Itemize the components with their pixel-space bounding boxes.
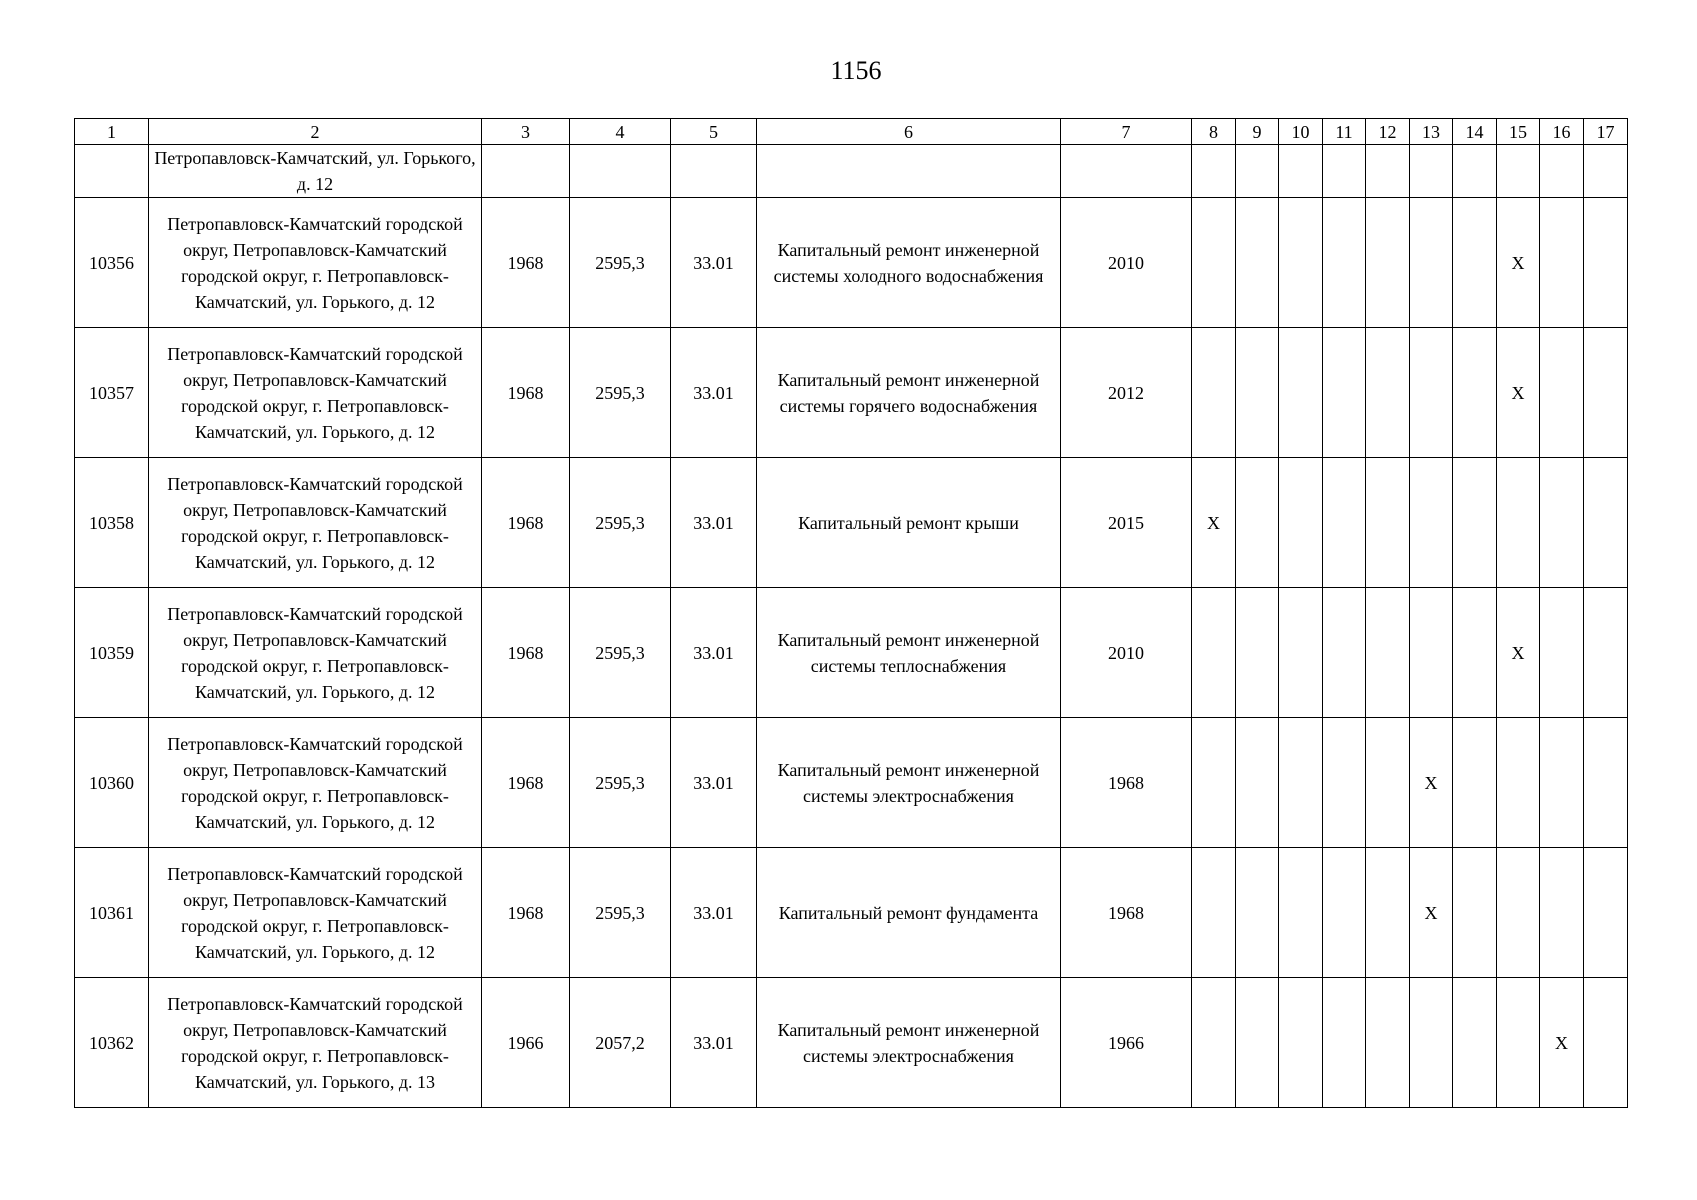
cell-mark bbox=[1540, 145, 1584, 198]
column-header-10: 10 bbox=[1279, 119, 1323, 145]
cell-empty bbox=[482, 145, 570, 198]
cell-mark bbox=[1236, 848, 1279, 978]
cell-year: 1966 bbox=[482, 978, 570, 1108]
cell-mark bbox=[1323, 198, 1366, 328]
cell-empty bbox=[757, 145, 1061, 198]
cell-mark bbox=[1540, 588, 1584, 718]
cell-mark: X bbox=[1192, 458, 1236, 588]
cell-mark bbox=[1584, 588, 1628, 718]
cell-area: 2595,3 bbox=[570, 198, 671, 328]
cell-mark bbox=[1410, 588, 1453, 718]
cell-code: 33.01 bbox=[671, 458, 757, 588]
cell-mark bbox=[1323, 458, 1366, 588]
cell-mark bbox=[1279, 198, 1323, 328]
cell-area: 2057,2 bbox=[570, 978, 671, 1108]
table-row bbox=[75, 848, 1628, 978]
cell-id: 10357 bbox=[75, 328, 149, 458]
cell-work: Капитальный ремонт фундамента bbox=[757, 848, 1061, 978]
table-row bbox=[75, 718, 1628, 848]
cell-year: 1968 bbox=[482, 328, 570, 458]
cell-id: 10362 bbox=[75, 978, 149, 1108]
cell-year: 1968 bbox=[482, 588, 570, 718]
cell-mark bbox=[1584, 328, 1628, 458]
cell-mark bbox=[1323, 848, 1366, 978]
cell-mark bbox=[1323, 328, 1366, 458]
cell-mark bbox=[1279, 978, 1323, 1108]
cell-mark bbox=[1497, 145, 1540, 198]
cell-mark bbox=[1453, 458, 1497, 588]
cell-mark bbox=[1453, 848, 1497, 978]
cell-area: 2595,3 bbox=[570, 328, 671, 458]
cell-mark bbox=[1453, 588, 1497, 718]
cell-mark bbox=[1366, 458, 1410, 588]
cell-address: Петропавловск-Камчатский городской округ, Петропавловск-Камчатский городской округ, г. Петропавловск-Камчатский, ул. Горького, д. 12 bbox=[149, 328, 482, 458]
cell-year: 1968 bbox=[482, 198, 570, 328]
cell-mark bbox=[1236, 198, 1279, 328]
cell-work: Капитальный ремонт инженерной системы электроснабжения bbox=[757, 978, 1061, 1108]
cell-address: Петропавловск-Камчатский, ул. Горького, д. 12 bbox=[149, 145, 482, 198]
cell-mark bbox=[1279, 848, 1323, 978]
cell-mark bbox=[1192, 145, 1236, 198]
cell-mark bbox=[1236, 978, 1279, 1108]
cell-empty bbox=[1061, 145, 1192, 198]
cell-mark bbox=[1236, 588, 1279, 718]
cell-mark bbox=[1453, 328, 1497, 458]
cell-mark bbox=[1584, 198, 1628, 328]
column-header-3: 3 bbox=[482, 119, 570, 145]
cell-mark bbox=[1584, 145, 1628, 198]
cell-id: 10360 bbox=[75, 718, 149, 848]
cell-mark bbox=[1584, 848, 1628, 978]
cell-area: 2595,3 bbox=[570, 458, 671, 588]
cell-mark bbox=[1540, 198, 1584, 328]
cell-mark bbox=[1279, 718, 1323, 848]
cell-last-year: 2010 bbox=[1061, 588, 1192, 718]
column-header-15: 15 bbox=[1497, 119, 1540, 145]
cell-mark bbox=[1584, 978, 1628, 1108]
cell-address: Петропавловск-Камчатский городской округ, Петропавловск-Камчатский городской округ, г. Петропавловск-Камчатский, ул. Горького, д. 12 bbox=[149, 458, 482, 588]
cell-id: 10359 bbox=[75, 588, 149, 718]
cell-mark: X bbox=[1540, 978, 1584, 1108]
cell-area: 2595,3 bbox=[570, 588, 671, 718]
column-header-4: 4 bbox=[570, 119, 671, 145]
cell-area: 2595,3 bbox=[570, 718, 671, 848]
cell-mark bbox=[1236, 328, 1279, 458]
cell-mark bbox=[1410, 145, 1453, 198]
column-header-5: 5 bbox=[671, 119, 757, 145]
cell-last-year: 2015 bbox=[1061, 458, 1192, 588]
cell-mark bbox=[1584, 718, 1628, 848]
cell-mark bbox=[1323, 588, 1366, 718]
cell-id bbox=[75, 145, 149, 198]
cell-mark bbox=[1279, 328, 1323, 458]
cell-mark: X bbox=[1410, 848, 1453, 978]
cell-mark bbox=[1192, 848, 1236, 978]
cell-last-year: 1968 bbox=[1061, 718, 1192, 848]
cell-mark bbox=[1540, 328, 1584, 458]
cell-address: Петропавловск-Камчатский городской округ, Петропавловск-Камчатский городской округ, г. Петропавловск-Камчатский, ул. Горького, д. 12 bbox=[149, 848, 482, 978]
cell-empty bbox=[671, 145, 757, 198]
table-row bbox=[75, 978, 1628, 1108]
cell-address: Петропавловск-Камчатский городской округ, Петропавловск-Камчатский городской округ, г. Петропавловск-Камчатский, ул. Горького, д. 12 bbox=[149, 588, 482, 718]
table-row bbox=[75, 328, 1628, 458]
cell-mark bbox=[1236, 458, 1279, 588]
cell-mark bbox=[1366, 978, 1410, 1108]
cell-mark bbox=[1410, 458, 1453, 588]
cell-mark bbox=[1410, 198, 1453, 328]
cell-mark bbox=[1366, 198, 1410, 328]
cell-address: Петропавловск-Камчатский городской округ, Петропавловск-Камчатский городской округ, г. Петропавловск-Камчатский, ул. Горького, д. 12 bbox=[149, 718, 482, 848]
cell-mark bbox=[1410, 978, 1453, 1108]
cell-code: 33.01 bbox=[671, 588, 757, 718]
cell-mark bbox=[1540, 458, 1584, 588]
cell-work: Капитальный ремонт инженерной системы электроснабжения bbox=[757, 718, 1061, 848]
column-header-17: 17 bbox=[1584, 119, 1628, 145]
cell-area: 2595,3 bbox=[570, 848, 671, 978]
column-header-16: 16 bbox=[1540, 119, 1584, 145]
cell-mark bbox=[1540, 718, 1584, 848]
column-header-12: 12 bbox=[1366, 119, 1410, 145]
cell-mark: X bbox=[1497, 198, 1540, 328]
cell-mark bbox=[1453, 978, 1497, 1108]
cell-code: 33.01 bbox=[671, 328, 757, 458]
cell-mark bbox=[1497, 848, 1540, 978]
cell-mark bbox=[1279, 458, 1323, 588]
column-header-8: 8 bbox=[1192, 119, 1236, 145]
cell-mark bbox=[1192, 198, 1236, 328]
cell-work: Капитальный ремонт инженерной системы теплоснабжения bbox=[757, 588, 1061, 718]
cell-mark bbox=[1323, 145, 1366, 198]
cell-address: Петропавловск-Камчатский городской округ, Петропавловск-Камчатский городской округ, г. Петропавловск-Камчатский, ул. Горького, д. 13 bbox=[149, 978, 482, 1108]
cell-year: 1968 bbox=[482, 718, 570, 848]
cell-mark bbox=[1366, 145, 1410, 198]
cell-mark bbox=[1497, 718, 1540, 848]
cell-empty bbox=[570, 145, 671, 198]
cell-address: Петропавловск-Камчатский городской округ, Петропавловск-Камчатский городской округ, г. Петропавловск-Камчатский, ул. Горького, д. 12 bbox=[149, 198, 482, 328]
table-row bbox=[75, 198, 1628, 328]
cell-last-year: 2010 bbox=[1061, 198, 1192, 328]
cell-id: 10358 bbox=[75, 458, 149, 588]
continuation-row bbox=[75, 145, 1628, 198]
cell-mark: X bbox=[1497, 328, 1540, 458]
cell-mark bbox=[1366, 848, 1410, 978]
cell-mark bbox=[1366, 588, 1410, 718]
column-header-11: 11 bbox=[1323, 119, 1366, 145]
cell-mark bbox=[1453, 145, 1497, 198]
cell-mark bbox=[1236, 145, 1279, 198]
cell-mark: X bbox=[1497, 588, 1540, 718]
cell-mark bbox=[1410, 328, 1453, 458]
cell-id: 10356 bbox=[75, 198, 149, 328]
cell-mark bbox=[1453, 198, 1497, 328]
cell-mark bbox=[1366, 328, 1410, 458]
cell-code: 33.01 bbox=[671, 718, 757, 848]
cell-mark bbox=[1323, 718, 1366, 848]
page-number: 1156 bbox=[830, 56, 882, 85]
cell-mark: X bbox=[1410, 718, 1453, 848]
column-number-row bbox=[75, 119, 1628, 145]
cell-code: 33.01 bbox=[671, 198, 757, 328]
cell-mark bbox=[1192, 588, 1236, 718]
cell-id: 10361 bbox=[75, 848, 149, 978]
cell-mark bbox=[1584, 458, 1628, 588]
column-header-1: 1 bbox=[75, 119, 149, 145]
cell-last-year: 1966 bbox=[1061, 978, 1192, 1108]
column-header-9: 9 bbox=[1236, 119, 1279, 145]
cell-mark bbox=[1279, 145, 1323, 198]
cell-mark bbox=[1192, 718, 1236, 848]
cell-work: Капитальный ремонт крыши bbox=[757, 458, 1061, 588]
column-header-7: 7 bbox=[1061, 119, 1192, 145]
column-header-2: 2 bbox=[149, 119, 482, 145]
table-row bbox=[75, 458, 1628, 588]
cell-mark bbox=[1366, 718, 1410, 848]
cell-mark bbox=[1540, 848, 1584, 978]
cell-mark bbox=[1192, 328, 1236, 458]
cell-mark bbox=[1323, 978, 1366, 1108]
cell-mark bbox=[1236, 718, 1279, 848]
cell-mark bbox=[1453, 718, 1497, 848]
cell-work: Капитальный ремонт инженерной системы холодного водоснабжения bbox=[757, 198, 1061, 328]
table-row bbox=[75, 588, 1628, 718]
cell-last-year: 2012 bbox=[1061, 328, 1192, 458]
cell-code: 33.01 bbox=[671, 848, 757, 978]
cell-work: Капитальный ремонт инженерной системы горячего водоснабжения bbox=[757, 328, 1061, 458]
cell-code: 33.01 bbox=[671, 978, 757, 1108]
cell-mark bbox=[1192, 978, 1236, 1108]
registry-table bbox=[74, 118, 1628, 1108]
cell-year: 1968 bbox=[482, 848, 570, 978]
cell-last-year: 1968 bbox=[1061, 848, 1192, 978]
cell-year: 1968 bbox=[482, 458, 570, 588]
column-header-14: 14 bbox=[1453, 119, 1497, 145]
cell-mark bbox=[1497, 978, 1540, 1108]
cell-mark bbox=[1497, 458, 1540, 588]
cell-mark bbox=[1279, 588, 1323, 718]
column-header-6: 6 bbox=[757, 119, 1061, 145]
column-header-13: 13 bbox=[1410, 119, 1453, 145]
